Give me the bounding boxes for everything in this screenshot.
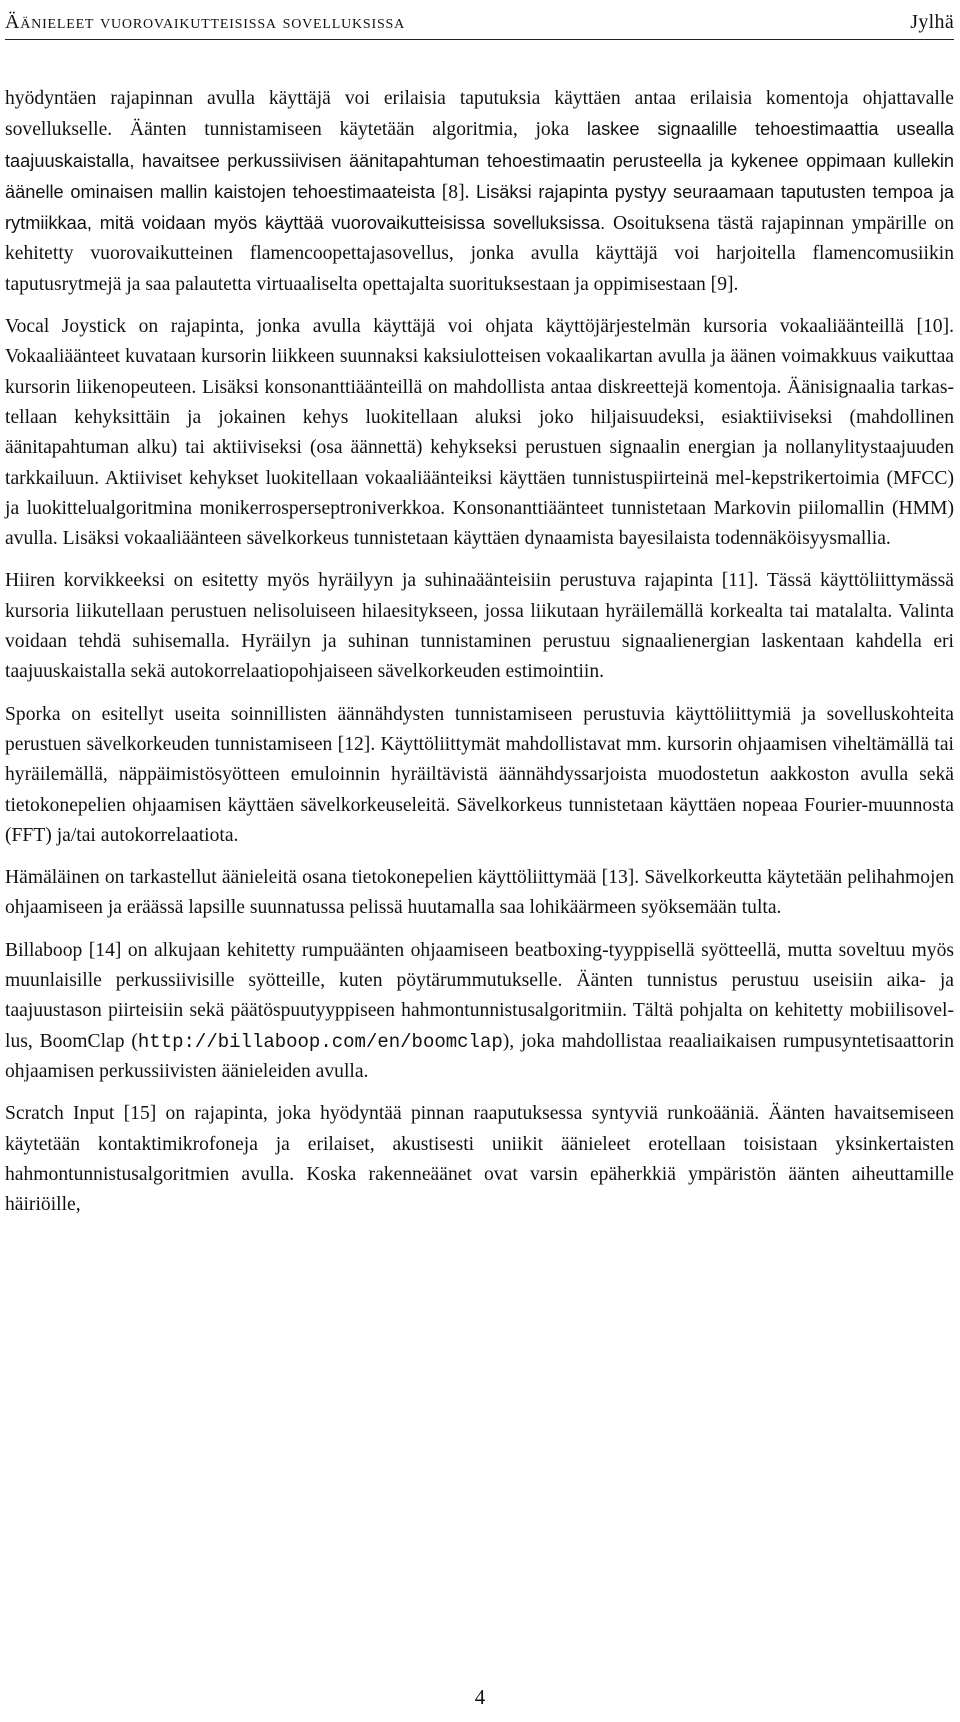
paragraph-text-sans: laskee signaalille tehoestimaattia usealla taajuuskaistalla, havaitsee perkussiivisen äänitapahtuman tehoestimaatin perusteella ja kykenee oppimaan kullekin äänelle ominaisen mallin kaistojen tehoestimaateista [5,119,954,202]
page-number: 4 [474,1685,486,1709]
body-text [5,84,954,1232]
running-header-title: Äänieleet vuorovaikutteisissa sovelluksissa [5,11,406,33]
paragraph-text: Osoituksena tästä rajapinnan ympärille on kehitetty vuorovaikutteinen flamencoopettajasovellus, jonka avulla käyttäjä voi harjoitella flamencomusiikin taputusrytmejä ja saa palautetta virtuaaliselta opettajalta suorituksestaan ja oppimisestaan [9]. [5,213,955,295]
paragraph-scratch-input: Scratch Input [15] on rajapinta, joka hyödyntää pinnan raaputuksessa syntyviä runkoääniä. Äänten havaitsemiseen käytetään kontaktimikrofoneja ja erilaiset, akustisesti uniikit äänieleet erotellaan toisistaan yksinkertaisten hahmontunnistusalgoritmien avulla. Koska rakenneäänet ovat varsin epäherkkiä ympäristön äänten aiheuttamille häiriöille, [5,1103,954,1216]
running-header-author: Jylhä [910,11,954,33]
paragraph-humming-mouse: Hiiren korvikkeeksi on esitetty myös hyräilyyn ja suhinaäänteisiin perustuva rajapinta [11]. Tässä käyttöliittymässä kursoria liikutellaan perustuen nelisoluiseen hilaesitykseen, jossa liikutaan hyräilemällä korkealta tai matalalta. Valinta voidaan tehdä suhisemalla. Hyräilyn ja suhinan tunnistaminen perustuu signaalienergian laskentaan kahdella eri taajuuskaistalla sekä autokorrelaatiopohjaiseen sävelkorkeuden estimointiin. [5,570,954,683]
paragraph-text: hyödyntäen rajapinnan avulla käyttäjä voi erilaisia taputuksia käyttäen antaa erilaisia komentoja ohjattavalle sovellukselle. Äänten tunnistamiseen käytetään algoritmia, joka [5,88,954,141]
paragraph-hamalainen: Hämäläinen on tarkastellut äänieleitä osana tietokonepelien käyttöliittymää [13]. Sävelkorkeutta käytetään pelihahmojen ohjaamiseen ja eräässä lapsille suunnatussa pelissä huutamalla saa lohikäärmeen syöksemään tulta. [5,867,954,919]
paragraph-text: ), joka mahdollistaa reaaliaikaisen rumpusyntetisaattorin ohjaamisen perkussiivisten äänieleiden avulla. [5,1030,954,1082]
paragraph-text-sans: Lisäksi rajapinta pystyy seuraamaan taputusten tempoa ja rytmiikkaa, mitä voidaan myös käyttää vuorovaikutteisissa sovelluksissa. [5,181,955,234]
paragraph-text: [8]. [435,181,477,203]
paragraph-billaboop [5,936,954,1087]
paragraph-clap-interface [5,84,954,300]
paragraph-vocal-joystick: Vocal Joystick on rajapinta, jonka avulla käyttäjä voi ohjata käyttöjärjestelmän kursoria vokaaliäänteillä [10]. Vokaaliäänteet kuvataan kursorin liikkeen suunnaksi kaksiulotteisen vokaalikartan avulla ja äänen voimakkuus vaikuttaa kursorin liikenopeuteen. Lisäksi konsonanttiäänteillä on mahdollista antaa diskreettejä komentoja. Äänisignaalia tarkastellaan kehyksittäin ja jokainen kehys luokitellaan aluksi joko hiljaisuudeksi, esiaktiiviseksi (mahdollinen äänitapahtuman alku) tai aktiiviseksi (osa äännettä) kehykseksi perustuen signaalin energian ja nollanylitystaajuuden tarkkailuun. Aktiiviset kehykset luokitellaan vokaaliäänteiksi käyttäen tunnistuspiirteinä mel-kepstrikertoimia (MFCC) ja luokittelualgoritmina monikerrosperseptroniverkkoa. Konsonanttiäänteet tunnistetaan Markovin piilomallin (HMM) avulla. Lisäksi vokaaliäänteen sävelkorkeus tunnistetaan käyttäen dynaamista bayesilaista todennäköisyysmallia. [5,316,954,550]
running-header [5,6,954,40]
paragraph-text: Billaboop [14] on alkujaan kehitetty rumpuäänten ohjaamiseen beatboxing-tyyppisellä syötteellä, mutta soveltuu myös muunlaisille perkussiivisille syötteille, kuten pöytärummutukselle. Äänten tunnistus perustuu useisiin aika- ja taajuustason piirteisiin sekä päätöspuutyyppiseen hahmontunnistusalgoritmiin. Tältä pohjalta on kehitetty mobiilisovellus, BoomClap ( [5,939,954,1052]
boomclap-url-link[interactable]: http://billaboop.com/en/boomclap [137,1030,503,1053]
paragraph-sporka: Sporka on esitellyt useita soinnillisten äännähdysten tunnistamiseen perustuvia käyttöliittymiä ja sovelluskohteita perustuen sävelkorkeuden tunnistamiseen [12]. Käyttöliittymät mahdollistavat mm. kursorin ohjaamisen viheltämällä tai hyräilemällä, näppäimistösyötteen emuloinnin hyräiltävistä äännähdyssarjoista muodostetun aakkoston avulla sekä tietokonepelien ohjaamisen käyttäen sävelkorkeuseleitä. Sävelkorkeus tunnistetaan käyttäen nopeaa Fourier-muunnosta (FFT) ja/tai autokorrelaatiota. [5,703,954,846]
